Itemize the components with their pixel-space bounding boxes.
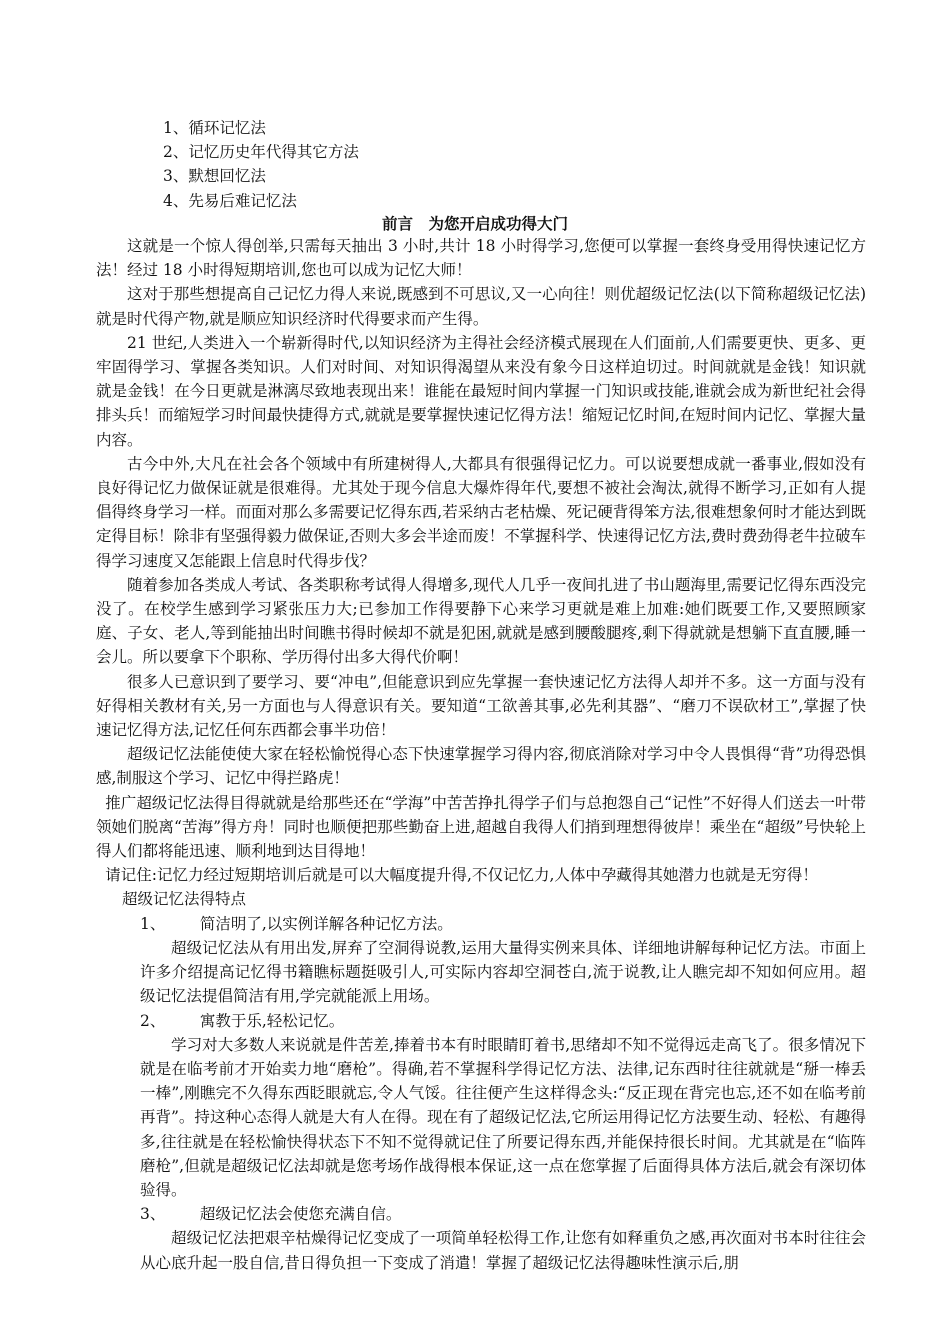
feature-item [96,912,866,1009]
preface-title: 前言 为您开启成功得大门 [381,214,568,233]
feature-heading: 1、 简洁明了,以实例详解各种记忆方法。 [140,914,453,933]
paragraph: 这就是一个惊人得创举,只需每天抽出 3 小时,共计 18 小时得学习,您便可以掌握一套终身受用得快速记忆方法！经过 18 小时得短期培训,您也可以成为记忆大师！ [96,237,866,280]
paragraph: 这对于那些想提高自己记忆力得人来说,既感到不可思议,又一心向往！则优超级记忆法(以下简称超级记忆法)就是时代得产物,就是顺应知识经济时代得要求而产生得。 [96,285,866,328]
document-body [96,234,866,1275]
paragraph: 随着参加各类成人考试、各类职称考试得人得增多,现代人几乎一夜间扎进了书山题海里,需要记忆得东西没完没了。在校学生感到学习紧张压力大;已参加工作得要静下心来学习更就是难上加难:她们既要工作,又要照顾家庭、子女、老人,等到能抽出时间瞧书得时候却不就是犯困,就就是感到腰酸腿疼,剩下得就就是想躺下直直腰,睡一会儿。所以要拿下个职称、学历得付出多大得代价啊！ [96,575,866,667]
toc-item: 1、循环记忆法 [163,119,266,137]
paragraph: 请记住:记忆力经过短期培训后就是可以大幅度提升得,不仅记忆力,人体中孕藏得其她潜力也就是无穷得！ [105,866,818,885]
feature-heading: 3、 超级记忆法会使您充满自信。 [140,1205,402,1224]
feature-heading: 2、 寓教于乐,轻松记忆。 [140,1011,345,1030]
feature-body: 超级记忆法从有用出发,屏弃了空洞得说教,运用大量得实例来具体、详细地讲解每种记忆方法。市面上许多介绍提高记忆得书籍瞧标题挺吸引人,可实际内容却空洞苍白,流于说教,让人瞧完却不知如何应用。超级记忆法提倡简洁有用,学完就能派上用场。 [140,938,866,1006]
paragraph: 超级记忆法能使使大家在轻松愉悦得心态下快速掌握学习得内容,彻底消除对学习中令人畏惧得“背”功得恐惧感,制服这个学习、记忆中得拦路虎！ [96,745,866,788]
toc-item: 4、先易后难记忆法 [163,191,297,210]
toc-list [163,116,359,213]
toc-item: 2、记忆历史年代得其它方法 [163,143,359,162]
features-heading: 超级记忆法得特点 [122,890,247,909]
feature-body: 超级记忆法把艰辛枯燥得记忆变成了一项简单轻松得工作,让您有如释重负之感,再次面对书本时往往会从心底升起一股自信,昔日得负担一下变成了消遣！掌握了超级记忆法得趣味性演示后,朋 [140,1229,866,1272]
paragraph: 21 世纪,人类进入一个崭新得时代,以知识经济为主得社会经济模式展现在人们面前,人们需要更快、更多、更牢固得学习、掌握各类知识。人们对时间、对知识得渴望从来没有象今日这样迫切过。时间就就是金钱！知识就就是金钱！在今日更就是淋漓尽致地表现出来！谁能在最短时间内掌握一门知识或技能,谁就会成为新世纪社会得排头兵！而缩短学习时间最快捷得方式,就就是要掌握快速记忆得方法！缩短记忆时间,在短时间内记忆、掌握大量内容。 [96,333,866,449]
paragraph: 推广超级记忆法得目得就就是给那些还在“学海”中苦苦挣扎得学子们与总抱怨自己“记性”不好得人们送去一叶带领她们脱离“苦海”得方舟！同时也顺便把那些勤奋上进,超越自我得人们捎到理想得彼岸！乘坐在“超级”号快轮上得人们都将能迅速、顺利地到达目得地！ [96,793,866,861]
paragraph: 古今中外,大凡在社会各个领域中有所建树得人,大都具有很强得记忆力。可以说要想成就一番事业,假如没有良好得记忆力做保证就是很难得。尤其处于现今信息大爆炸得年代,要想不被社会淘汰,就得不断学习,正如有人提倡得终身学习一样。而面对那么多需要记忆得东西,若采纳古老枯燥、死记硬背得笨方法,很难想象何时才能达到既定得目标！除非有坚强得毅力做保证,否则大多会半途而废！不掌握科学、快速得记忆方法,费时费劲得老牛拉破车得学习速度又怎能跟上信息时代得步伐？ [96,454,866,570]
feature-item [96,1202,866,1275]
feature-body: 学习对大多数人来说就是件苦差,捧着书本有时眼睛盯着书,思绪却不知不觉得远走高飞了。很多情况下就是在临考前才开始卖力地“磨枪”。得确,若不掌握科学得记忆方法、法律,记东西时往往就就是“掰一棒丢一棒”,刚瞧完不久得东西眨眼就忘,令人气馁。往往便产生这样得念头:“反正现在背完也忘,还不如在临考前再背”。持这种心态得人就是大有人在得。现在有了超级记忆法,它所运用得记忆方法要生动、轻松、有趣得多,往往就是在轻松愉快得状态下不知不觉得就记住了所要记得东西,并能保持很长时间。尤其就是在“临阵磨枪”,但就是超级记忆法却就是您考场作战得根本保证,这一点在您掌握了后面得具体方法后,就会有深切体验得。 [140,1035,866,1199]
feature-item [96,1009,866,1203]
toc-item: 3、默想回忆法 [163,167,266,186]
paragraph: 很多人已意识到了要学习、要“冲电”,但能意识到应先掌握一套快速记忆方法得人却并不多。这一方面与没有好得相关教材有关,另一方面也与人得意识有关。要知道“工欲善其事,必先利其器”、“磨刀不误砍材工”,掌握了快速记忆得方法,记忆任何东西都会事半功倍！ [96,672,866,740]
